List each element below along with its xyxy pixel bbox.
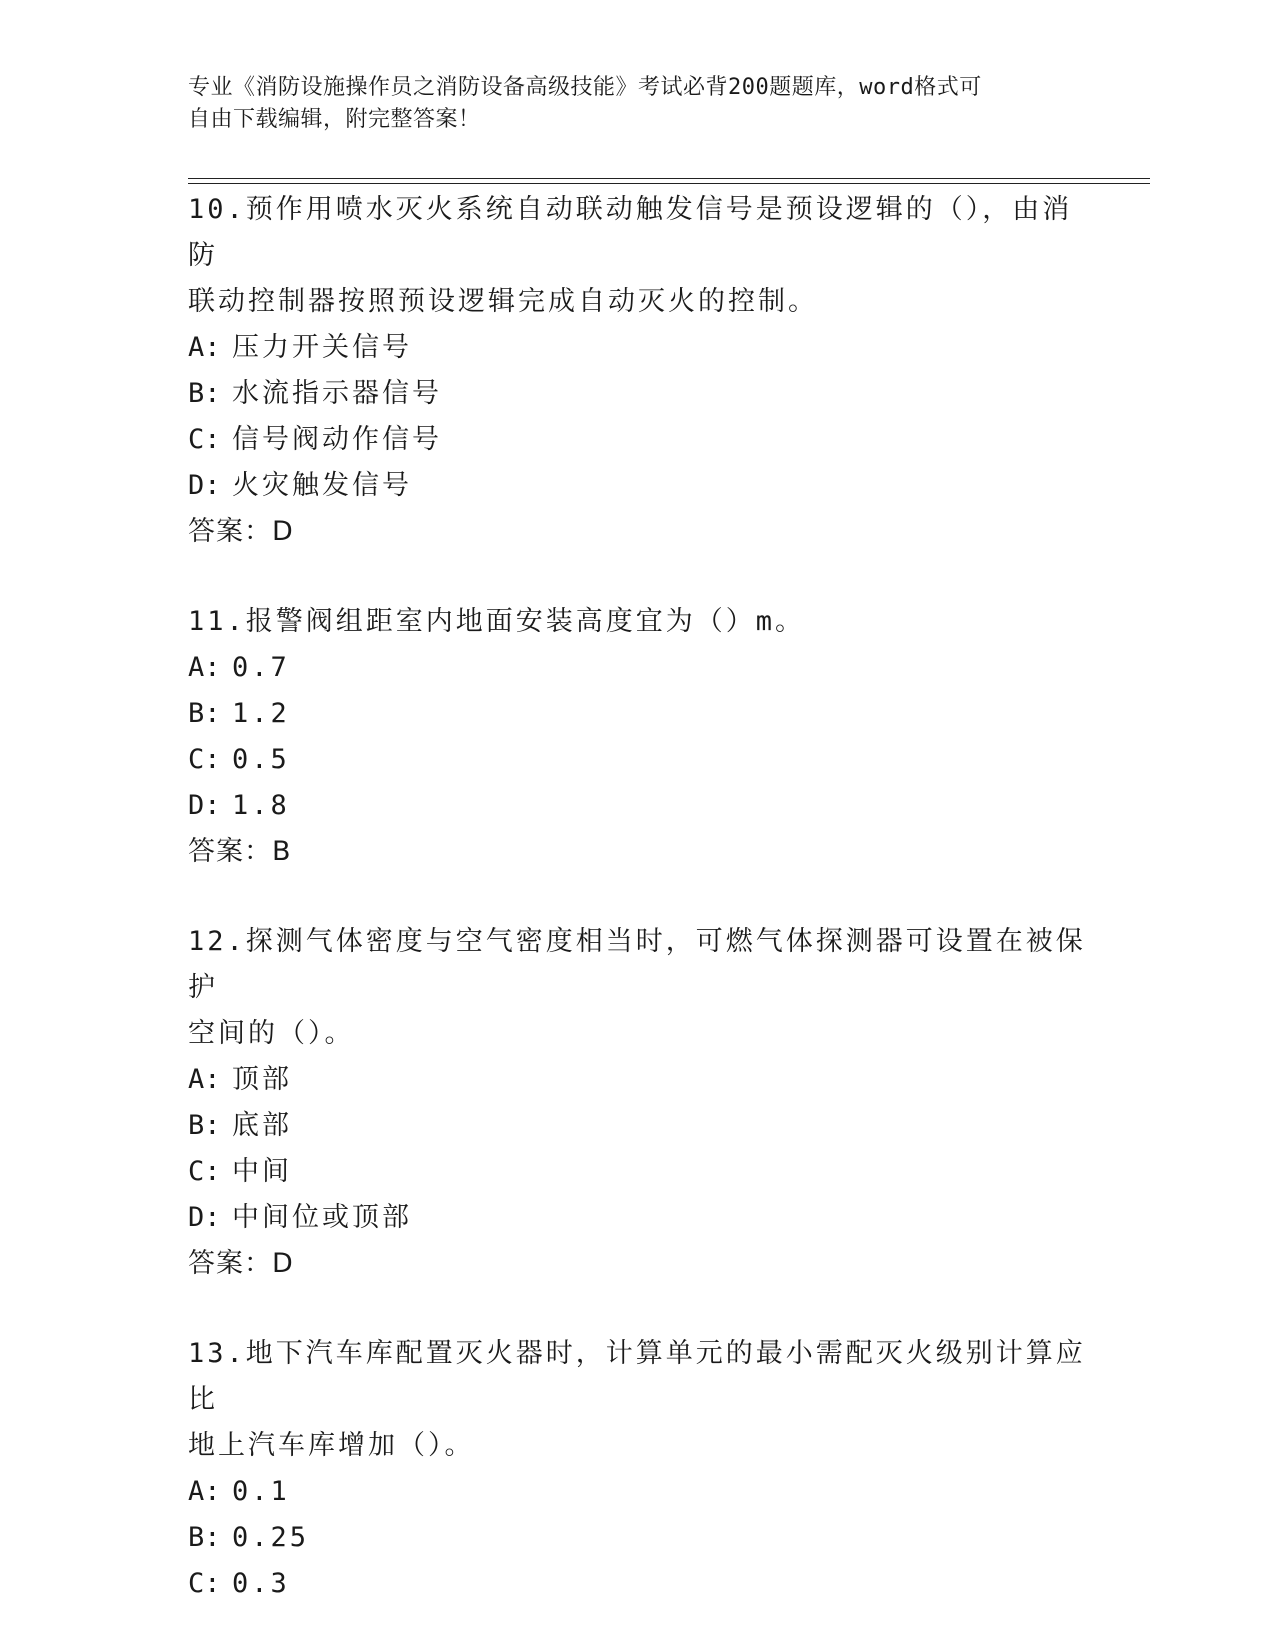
option-text: 水流指示器信号 xyxy=(232,378,442,409)
option-d xyxy=(188,783,1088,829)
question-stem-line-1: 11.报警阀组距室内地面安装高度宜为（）m。 xyxy=(188,606,806,637)
option-b xyxy=(188,1515,1088,1561)
option-letter: C: xyxy=(188,1156,221,1187)
option-text: 中间 xyxy=(232,1156,292,1187)
option-letter: D: xyxy=(188,790,221,821)
document-header xyxy=(188,72,1068,136)
header-title-line-2: 自由下载编辑，附完整答案！ xyxy=(188,107,481,132)
question-13 xyxy=(188,1331,1088,1607)
question-12 xyxy=(188,919,1088,1287)
option-letter: A: xyxy=(188,1064,221,1095)
option-text: 1.8 xyxy=(232,790,290,821)
header-divider-top xyxy=(188,178,1150,179)
question-stem-line-2: 联动控制器按照预设逻辑完成自动灭火的控制。 xyxy=(188,286,818,317)
option-text: 顶部 xyxy=(232,1064,292,1095)
option-letter: A: xyxy=(188,332,221,363)
option-c xyxy=(188,1561,1088,1607)
option-text: 0.1 xyxy=(232,1476,290,1507)
option-d xyxy=(188,463,1088,509)
option-text: 中间位或顶部 xyxy=(232,1202,412,1233)
option-text: 底部 xyxy=(232,1110,292,1141)
answer-line: 答案：B xyxy=(188,836,292,867)
option-letter: C: xyxy=(188,1568,221,1599)
option-letter: A: xyxy=(188,652,221,683)
option-b xyxy=(188,371,1088,417)
header-title-line-1: 专业《消防设施操作员之消防设备高级技能》考试必背200题题库，word格式可 xyxy=(188,75,982,100)
option-a xyxy=(188,645,1088,691)
option-b xyxy=(188,691,1088,737)
option-text: 0.3 xyxy=(232,1568,290,1599)
option-letter: B: xyxy=(188,698,221,729)
option-d xyxy=(188,1195,1088,1241)
option-letter: D: xyxy=(188,470,221,501)
header-divider-bottom xyxy=(188,183,1150,184)
option-a xyxy=(188,325,1088,371)
option-c xyxy=(188,737,1088,783)
option-letter: D: xyxy=(188,1202,221,1233)
question-10 xyxy=(188,187,1088,555)
option-a xyxy=(188,1057,1088,1103)
option-text: 0.5 xyxy=(232,744,290,775)
question-stem-line-1: 10.预作用喷水灭火系统自动联动触发信号是预设逻辑的（），由消防 xyxy=(188,194,1073,271)
option-letter: B: xyxy=(188,1110,221,1141)
answer-line: 答案：D xyxy=(188,1248,294,1279)
question-list xyxy=(188,187,1088,1607)
option-letter: B: xyxy=(188,1522,221,1553)
option-text: 0.7 xyxy=(232,652,290,683)
option-c xyxy=(188,1149,1088,1195)
option-letter: C: xyxy=(188,744,221,775)
option-text: 压力开关信号 xyxy=(232,332,412,363)
question-11 xyxy=(188,599,1088,875)
option-text: 火灾触发信号 xyxy=(232,470,412,501)
answer-line: 答案：D xyxy=(188,516,294,547)
question-stem-line-2: 地上汽车库增加（）。 xyxy=(188,1430,475,1461)
option-a xyxy=(188,1469,1088,1515)
option-letter: C: xyxy=(188,424,221,455)
question-stem-line-2: 空间的（）。 xyxy=(188,1018,355,1049)
option-text: 1.2 xyxy=(232,698,290,729)
option-text: 信号阀动作信号 xyxy=(232,424,442,455)
option-letter: A: xyxy=(188,1476,221,1507)
option-c xyxy=(188,417,1088,463)
question-stem-line-1: 12.探测气体密度与空气密度相当时，可燃气体探测器可设置在被保护 xyxy=(188,926,1086,1003)
option-text: 0.25 xyxy=(232,1522,310,1553)
option-letter: B: xyxy=(188,378,221,409)
option-b xyxy=(188,1103,1088,1149)
question-stem-line-1: 13.地下汽车库配置灭火器时，计算单元的最小需配灭火级别计算应比 xyxy=(188,1338,1086,1415)
